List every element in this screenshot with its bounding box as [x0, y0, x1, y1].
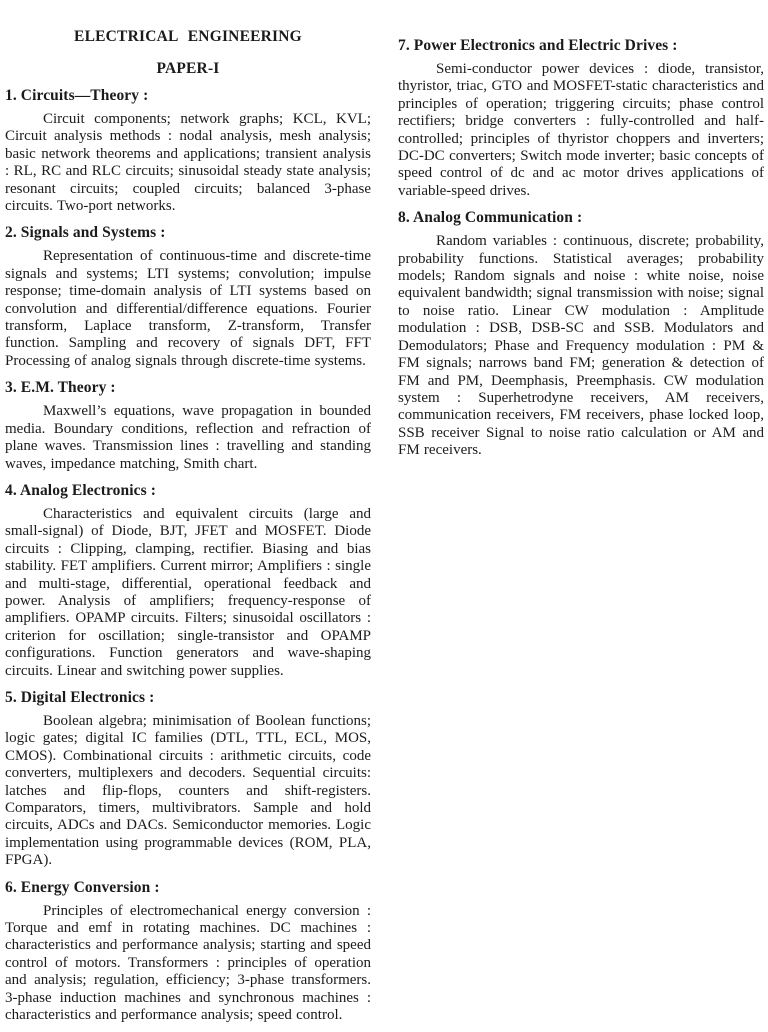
section-heading: 3. E.M. Theory : — [5, 379, 116, 397]
section-heading: 1. Circuits—Theory : — [5, 87, 149, 104]
section-circuits-theory — [5, 87, 371, 215]
section-em-theory — [5, 379, 371, 473]
document-header — [5, 28, 371, 78]
right-column — [398, 28, 764, 1032]
section-body: Semi-conductor power devices : diode, transistor, thyristor, triac, GTO and MOSFET-static characteristics and principles of operation; triggering circuits; phase control rectifiers; bridge converters : fully-controlled and half-controlled; principles of thyristor choppers and inverters; DC-DC converters; Switch mode inverter; basic concepts of speed control of dc and ac motor drives applications of variable-speed drives. — [398, 61, 764, 199]
section-heading: 2. Signals and Systems : — [5, 224, 166, 242]
section-body: Representation of continuous-time and discrete-time signals and systems; LTI systems; convolution; impulse response; time-domain analysis of LTI systems based on convolution and differential/difference equations. Fourier transform, Laplace transform, Z-transform, Transfer function. Sampling and recovery of signals DFT, FFT Processing of analog signals through discrete-time systems. — [5, 248, 371, 369]
document-title: ELECTRICAL ENGINEERING — [74, 28, 302, 45]
section-heading: 5. Digital Electronics : — [5, 688, 155, 706]
section-body: Principles of electromechanical energy conversion : Torque and emf in rotating machines. DC machines : characteristics and performance analysis; starting and speed control of motors. Transformers : principles of operation and analysis; regulation, efficiency; 3-phase transformers. 3-phase induction machines and synchronous machines : characteristics and performance analysis; speed control. — [5, 902, 371, 1024]
section-heading: 8. Analog Communication : — [398, 209, 583, 227]
section-digital-electronics — [5, 689, 371, 870]
section-body: Maxwell’s equations, wave propagation in bounded media. Boundary conditions, reflection and refraction of plane waves. Transmission lines : travelling and standing waves, impedance matching, Smith chart. — [5, 403, 371, 472]
paper-subtitle: PAPER-I — [156, 60, 220, 77]
left-column — [5, 28, 371, 1032]
section-signals-and-systems — [5, 224, 371, 370]
section-power-electronics-electric-drives — [398, 37, 764, 200]
section-heading: 7. Power Electronics and Electric Drives : — [398, 37, 678, 54]
section-heading: 6. Energy Conversion : — [5, 878, 160, 896]
section-body: Random variables : continuous, discrete; probability, probability functions. Statistical averages; probability models; Random signals and noise : white noise, noise equivalent bandwidth; signal transmission with noise; signal to noise ratio. Linear CW modulation : Amplitude modulation : DSB, DSB-SC and SSB. Modulators and Demodulators; Phase and Frequency modulation : PM & FM signals; narrows band FM; generation & detection of FM and PM, Deemphasis, Preemphasis. CW modulation system : Superhetrodyne receivers, AM receivers, communication receivers, FM receivers, phase locked loop, SSB receiver Signal to noise ratio calculation or AM and FM receivers. — [398, 233, 764, 459]
section-energy-conversion — [5, 879, 371, 1025]
section-analog-communication — [398, 209, 764, 459]
section-body: Characteristics and equivalent circuits (large and small-signal) of Diode, BJT, JFET and MOSFET. Diode circuits : Clipping, clamping, rectifier. Biasing and bias stability. FET amplifiers. Current mirror; Amplifiers : single and multi-stage, differential, operational feedback and power. Analysis of amplifiers; frequency-response of amplifiers. OPAMP circuits. Filters; sinusoidal oscillators : criterion for oscillation; single-transistor and OPAMP configurations. Function generators and wave-shaping circuits. Linear and switching power supplies. — [5, 505, 371, 679]
section-analog-electronics — [5, 482, 371, 680]
section-heading: 4. Analog Electronics : — [5, 481, 156, 499]
section-body: Circuit components; network graphs; KCL, KVL; Circuit analysis methods : nodal analysis, mesh analysis; basic network theorems and applications; transient analysis : RL, RC and RLC circuits; sinusoidal steady state analysis; resonant circuits; coupled circuits; balanced 3-phase circuits. Two-port networks. — [5, 111, 371, 215]
section-body: Boolean algebra; minimisation of Boolean functions; logic gates; digital IC families (DTL, TTL, ECL, MOS, CMOS). Combinational circuits : arithmetic circuits, code converters, multiplexers and decoders. Sequential circuits: latches and flip-flops, counters and shift-registers. Comparators, timers, multivibrators. Sample and hold circuits, ADCs and DACs. Semiconductor memories. Logic implementation using programmable devices (ROM, PLA, FPGA). — [5, 712, 371, 869]
